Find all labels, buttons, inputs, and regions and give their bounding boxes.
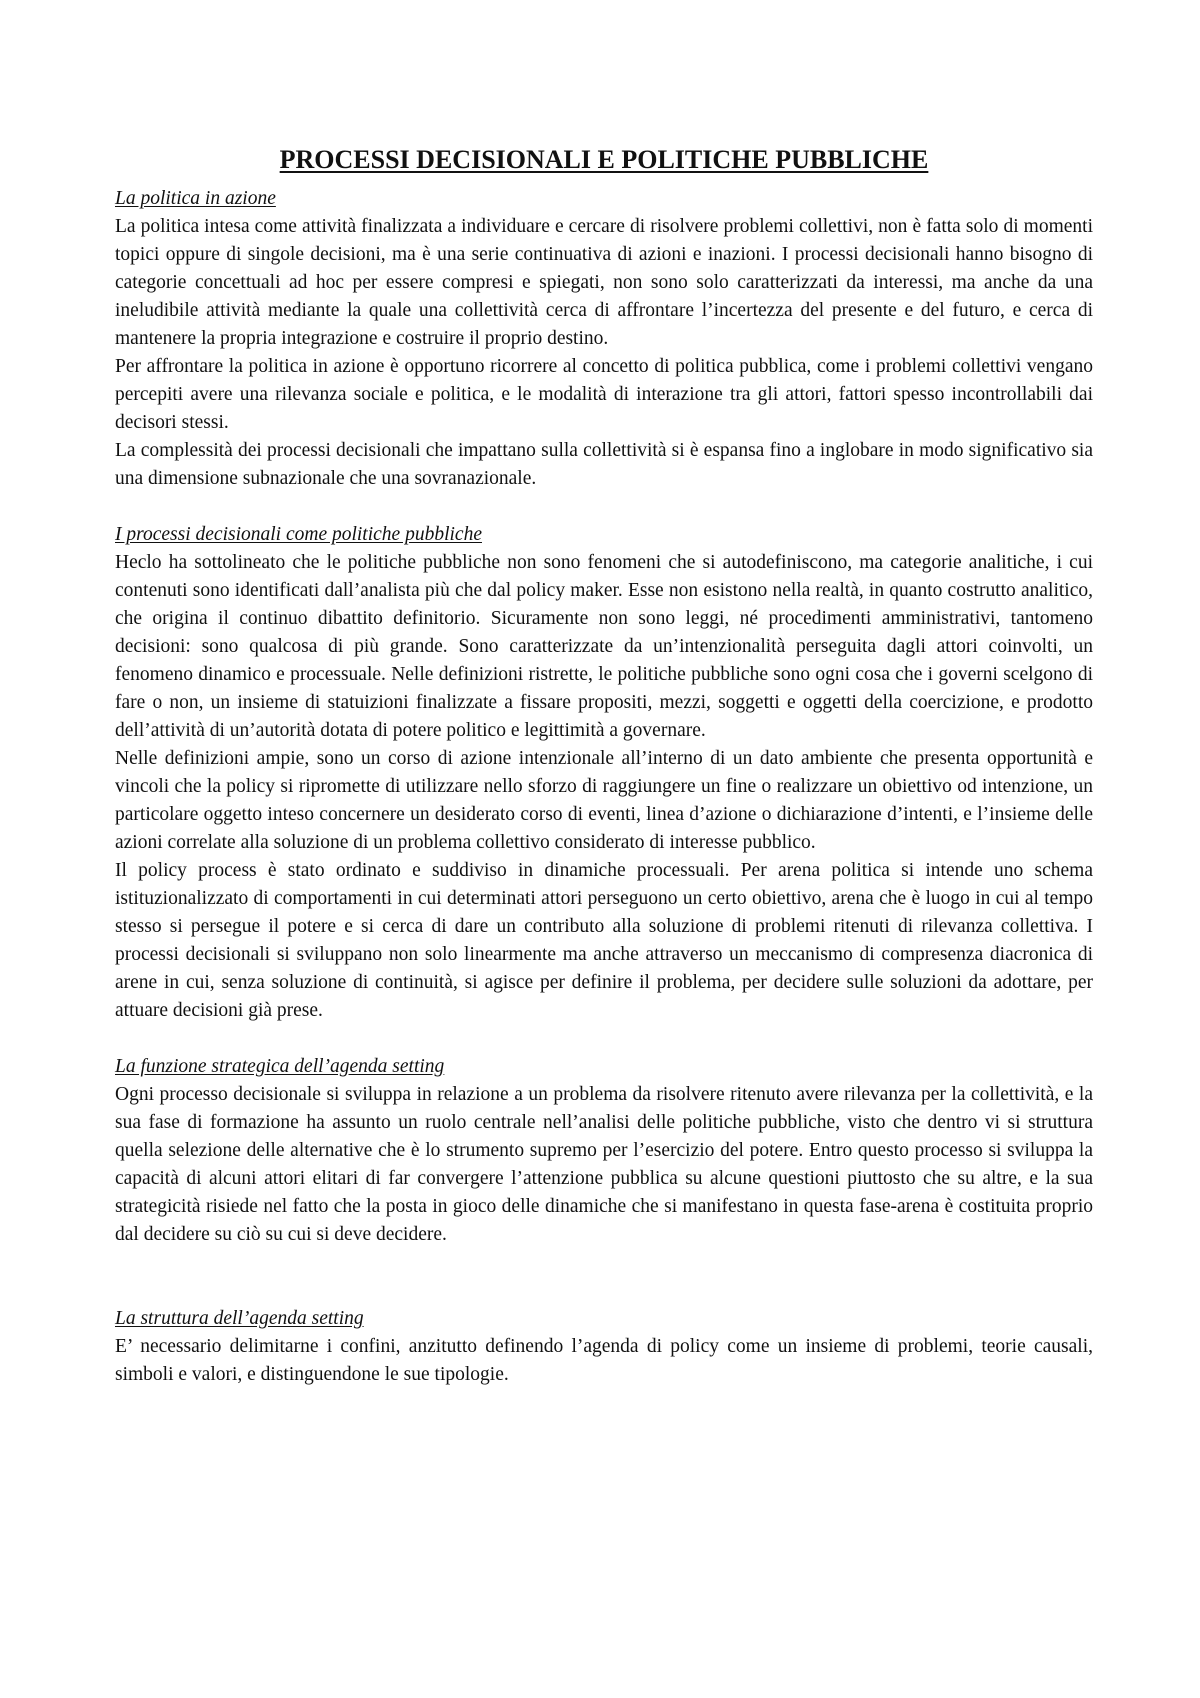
paragraph: La complessità dei processi decisionali che impattano sulla collettività si è espansa fino a inglobare in modo significativo sia una dimensione subnazionale che una sovranazionale. [115, 440, 1093, 489]
document-body [115, 143, 1093, 1417]
document-title: PROCESSI DECISIONALI E POLITICHE PUBBLICHE [279, 145, 929, 174]
paragraph: Per affrontare la politica in azione è opportuno ricorrere al concetto di politica pubblica, come i problemi collettivi vengano percepiti avere una rilevanza sociale e politica, e le modalità di interazione tra gli attori, fattori spesso incontrollabili dai decisori stessi. [115, 356, 1093, 433]
section-heading: La politica in azione [115, 188, 276, 209]
section-processi-decisionali [115, 521, 1093, 1025]
section-struttura-agenda [115, 1305, 1093, 1389]
paragraph: Ogni processo decisionale si sviluppa in relazione a un problema da risolvere ritenuto avere rilevanza per la collettività, e la sua fase di formazione ha assunto un ruolo centrale nell’analisi delle politiche pubbliche, visto che dentro vi si struttura quella selezione delle alternative che è lo strumento supremo per l’esercizio del potere. Entro questo processo si sviluppa la capacità di alcuni attori elitari di far convergere l’attenzione pubblica su alcune questioni piuttosto che su altre, e la sua strategicità risiede nel fatto che la posta in gioco delle dinamiche che si manifestano in questa fase-arena è costituita proprio dal decidere su ciò su cui si deve decidere. [115, 1084, 1093, 1245]
paragraph: Heclo ha sottolineato che le politiche pubbliche non sono fenomeni che si autodefiniscono, ma categorie analitiche, i cui contenuti sono identificati dall’analista più che dal policy maker. Esse non esistono nella realtà, in quanto costrutto analitico, che origina il continuo dibattito definitorio. Sicuramente non sono leggi, né procedimenti amministrativi, tantomeno decisioni: sono qualcosa di più grande. Sono caratterizzate da un’intenzionalità perseguita dagli attori coinvolti, un fenomeno dinamico e processuale. Nelle definizioni ristrette, le politiche pubbliche sono ogni cosa che i governi scelgono di fare o non, un insieme di statuizioni finalizzate a fissare propositi, mezzi, soggetti e oggetti della coercizione, e prodotto dell’attività di un’autorità dotata di potere politico e legittimità a governare. [115, 552, 1093, 741]
section-politica-in-azione [115, 185, 1093, 493]
paragraph: E’ necessario delimitarne i confini, anzitutto definendo l’agenda di policy come un insieme di problemi, teorie causali, simboli e valori, e distinguendone le sue tipologie. [115, 1336, 1093, 1385]
section-heading: I processi decisionali come politiche pubbliche [115, 524, 482, 545]
paragraph: Nelle definizioni ampie, sono un corso di azione intenzionale all’interno di un dato ambiente che presenta opportunità e vincoli che la policy si ripromette di utilizzare nello sforzo di raggiungere un fine o realizzare un obiettivo od intenzione, un particolare oggetto inteso concernere un desiderato corso di eventi, linea d’azione o dichiarazione d’intenti, e l’insieme delle azioni correlate alla soluzione di un problema collettivo considerato di interesse pubblico. [115, 748, 1093, 853]
section-heading: La funzione strategica dell’agenda setting [115, 1056, 445, 1077]
paragraph: Il policy process è stato ordinato e suddiviso in dinamiche processuali. Per arena politica si intende uno schema istituzionalizzato di comportamenti in cui determinati attori perseguono un certo obiettivo, arena che è luogo in cui al tempo stesso si persegue il potere e si cerca di dare un contributo alla soluzione di problemi ritenuti di rilevanza collettiva. I processi decisionali si sviluppano non solo linearmente ma anche attraverso un meccanismo di compresenza diacronica di arene in cui, senza soluzione di continuità, si agisce per definire il problema, per decidere sulle soluzioni da adottare, per attuare decisioni già prese. [115, 860, 1093, 1021]
section-heading: La struttura dell’agenda setting [115, 1308, 364, 1329]
section-funzione-strategica [115, 1053, 1093, 1249]
paragraph: La politica intesa come attività finalizzata a individuare e cercare di risolvere problemi collettivi, non è fatta solo di momenti topici oppure di singole decisioni, ma è una serie continuativa di azioni e inazioni. I processi decisionali hanno bisogno di categorie concettuali ad hoc per essere compresi e spiegati, non sono solo caratterizzati da interessi, ma anche da una ineludibile attività mediante la quale una collettività cerca di affrontare l’incertezza del presente e del futuro, e cerca di mantenere la propria integrazione e costruire il proprio destino. [115, 216, 1093, 349]
